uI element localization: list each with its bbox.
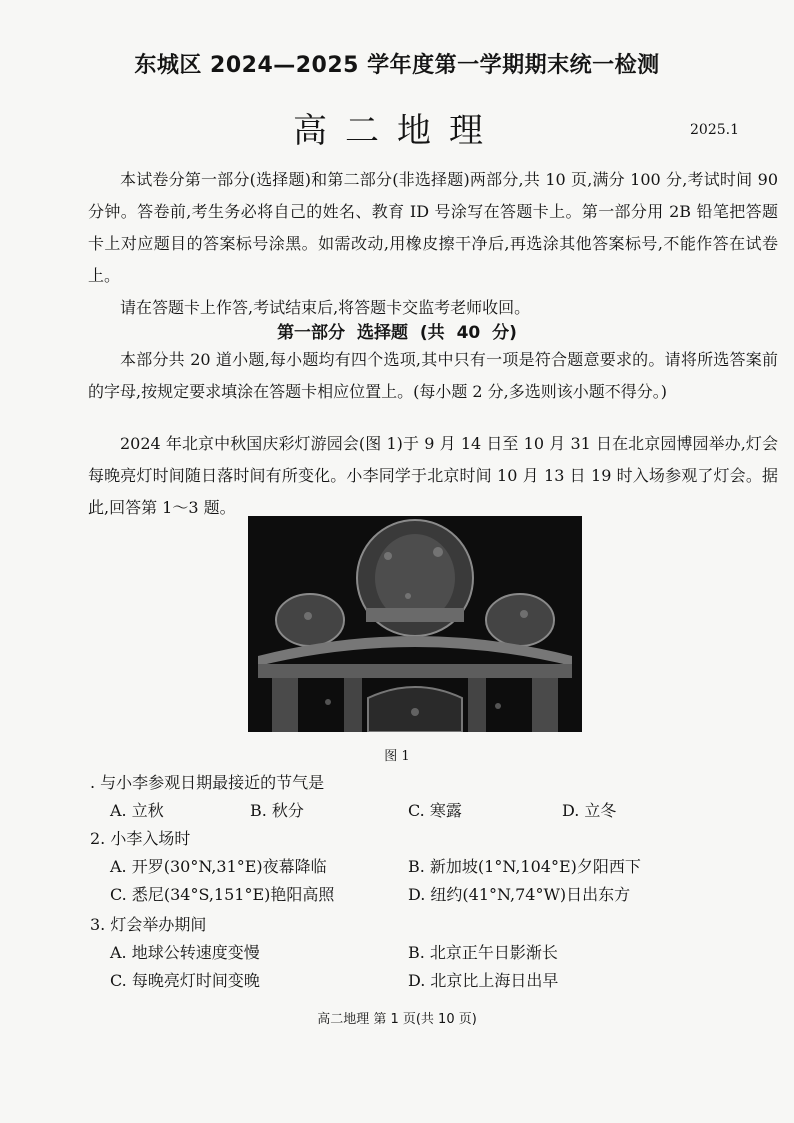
question-1-option-b: B. 秋分 (250, 801, 304, 820)
section-title: 第一部分 选择题 (共 40 分) (277, 323, 517, 343)
figure-caption: 图 1 (384, 749, 410, 764)
exam-date: 2025.1 (690, 122, 739, 138)
question-3-option-a: A. 地球公转速度变慢 (110, 943, 260, 962)
page-footer: 高二地理 第 1 页(共 10 页) (317, 1012, 477, 1027)
question-1-option-a: A. 立秋 (110, 801, 164, 820)
question-context-text: 2024 年北京中秋国庆彩灯游园会(图 1)于 9 月 14 日至 10 月 31 日在北京园博园举办,灯会每晚亮灯时间随日落时间有所变化。小李同学于北京时间 10 月 13 日 19 时入场参观了灯会。据此,回答第 1～3 题。 (88, 434, 778, 517)
question-3-option-c: C. 每晚亮灯时间变晚 (110, 971, 260, 990)
question-context (88, 428, 778, 524)
section-intro-text: 本部分共 20 道小题,每小题均有四个选项,其中只有一项是符合题意要求的。请将所选答案前的字母,按规定要求填涂在答题卡相应位置上。(每小题 2 分,多选则该小题不得分。) (88, 350, 778, 401)
question-1-option-c: C. 寒露 (408, 801, 462, 820)
question-3-option-d: D. 北京比上海日出早 (408, 971, 559, 990)
subject-title: 高二地理 (293, 111, 501, 151)
instruction-paragraph-1: 本试卷分第一部分(选择题)和第二部分(非选择题)两部分,共 10 页,满分 100 分,考试时间 90 分钟。答卷前,考生务必将自己的姓名、教育 ID 号涂写在答题卡上。第一部分用 2B 铅笔把答题卡上对应题目的答案标号涂黑。如需改动,用橡皮擦干净后,再选涂其他答案标号,不能作答在试卷上。 (88, 170, 778, 285)
question-1-option-d: D. 立冬 (562, 801, 617, 820)
question-2-stem: 2. 小李入场时 (90, 829, 191, 848)
question-2-option-a: A. 开罗(30°N,31°E)夜幕降临 (110, 857, 327, 876)
question-3-stem: 3. 灯会举办期间 (90, 915, 207, 934)
instruction-paragraph-2: 请在答题卡上作答,考试结束后,将答题卡交监考老师收回。 (120, 298, 531, 317)
instructions (88, 164, 778, 324)
question-2-option-c: C. 悉尼(34°S,151°E)艳阳高照 (110, 885, 335, 904)
lantern-gate-icon (248, 516, 582, 732)
question-2-option-d: D. 纽约(41°N,74°W)日出东方 (408, 885, 631, 904)
exam-title: 东城区 2024—2025 学年度第一学期期末统一检测 (134, 53, 660, 78)
lantern-gate-photo (248, 516, 582, 732)
question-1-stem: . 与小李参观日期最接近的节气是 (90, 773, 325, 792)
question-3-option-b: B. 北京正午日影渐长 (408, 943, 558, 962)
question-2-option-b: B. 新加坡(1°N,104°E)夕阳西下 (408, 857, 641, 876)
section-intro (88, 344, 778, 408)
